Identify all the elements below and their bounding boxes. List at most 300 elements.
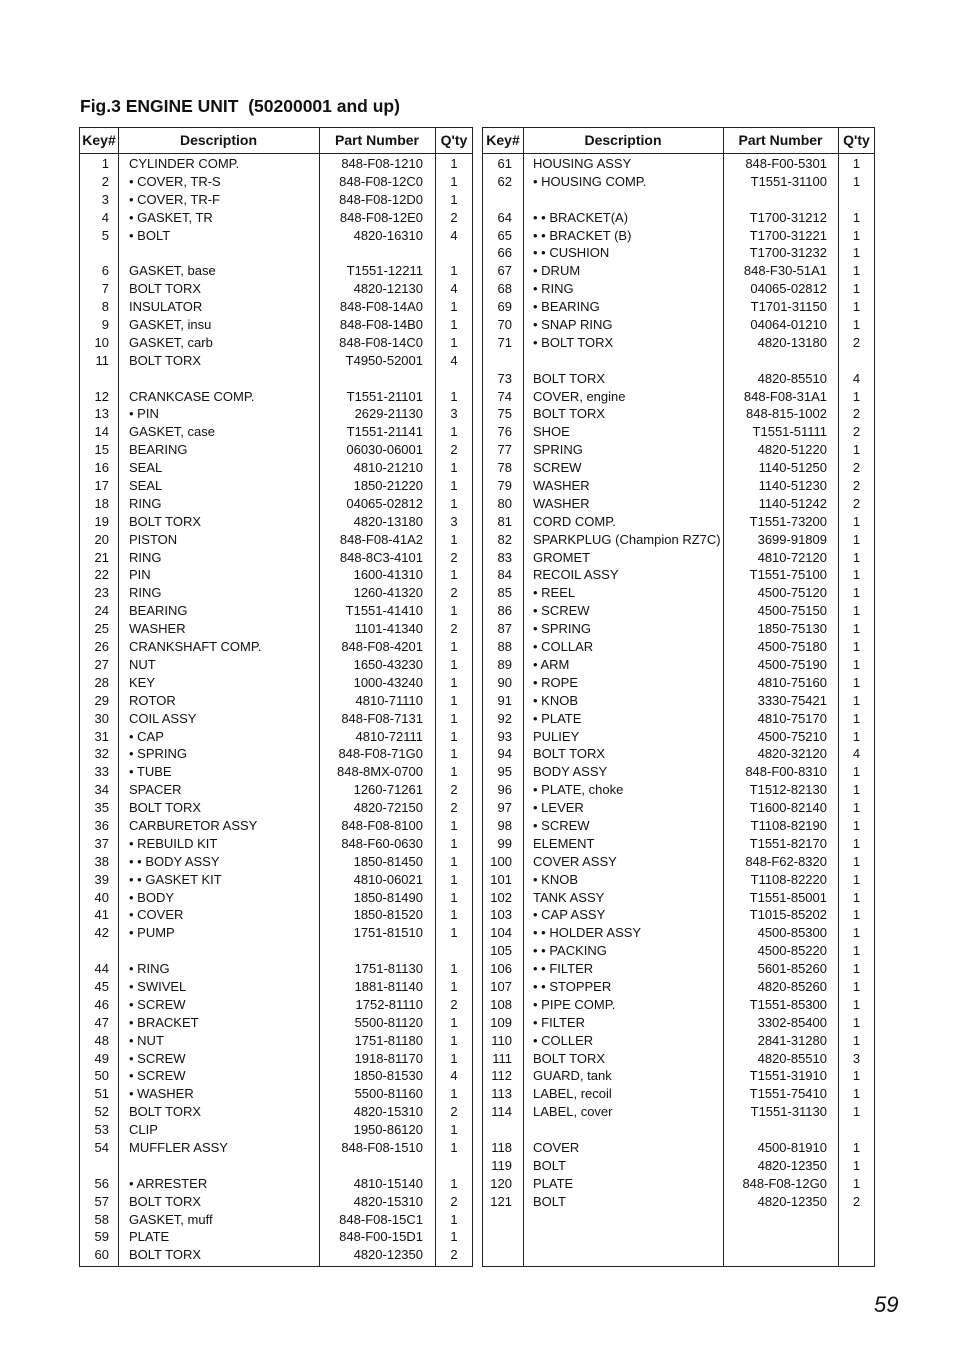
description-cell: • ARM [533,656,570,672]
table-row [483,1193,874,1211]
part-number-cell: 848-F08-12E0 [339,209,423,225]
part-number-cell: 5601-85260 [757,961,827,977]
key-cell: 112 [491,1068,512,1084]
key-cell: 59 [94,1229,109,1245]
table-row [483,1121,874,1139]
table-row [483,405,874,423]
table-row [483,227,874,245]
description-cell: RING [129,495,162,511]
qty-cell: 1 [450,263,458,279]
table-row [80,495,472,513]
description-cell: • • CUSHION [533,245,610,261]
description-cell: • ARRESTER [129,1175,208,1191]
qty-cell: 1 [852,299,861,315]
part-number-cell: T1701-31150 [750,299,827,315]
table-row [80,602,472,620]
part-number-cell: 5500-81160 [354,1086,423,1102]
part-number-cell: T1551-85300 [749,996,827,1012]
description-cell: MUFFLER ASSY [129,1139,228,1155]
table-row [80,960,472,978]
part-number-cell: 1751-81130 [354,961,423,977]
key-cell: 1 [101,156,109,171]
description-cell: • • STOPPER [533,978,612,994]
part-number-cell: 4820-12130 [353,281,423,297]
table-row [80,1246,472,1264]
key-cell: 67 [497,263,512,279]
qty-cell: 1 [450,478,458,494]
qty-cell: 1 [852,567,861,583]
key-cell: 85 [497,585,512,601]
qty-cell: 1 [852,227,861,243]
key-cell: 73 [497,370,512,386]
table-row [483,656,874,674]
description-cell: • KNOB [533,871,579,887]
table-row [80,656,472,674]
description-cell: SPACER [129,782,182,798]
part-number-cell: T1551-21101 [346,388,423,404]
qty-cell: 1 [852,209,861,225]
key-cell: 84 [497,567,512,583]
header-qty: Q'ty [440,132,468,148]
qty-cell: 1 [450,1139,458,1155]
part-number-cell: 4820-51220 [757,442,827,458]
part-number-cell: 4820-12350 [757,1193,827,1209]
header-description: Description [179,132,257,148]
part-number-cell: 1650-43230 [353,656,423,672]
table-row [483,1157,874,1175]
qty-cell: 1 [852,1139,861,1155]
key-cell: 81 [497,513,512,529]
table-row [80,262,472,280]
qty-cell: 2 [450,442,458,458]
description-cell: CYLINDER COMP. [129,156,240,171]
description-cell: BOLT TORX [129,1193,202,1209]
key-cell: 114 [491,1104,512,1120]
table-body [483,155,874,1211]
key-cell: 22 [94,567,109,583]
table-row [483,584,874,602]
qty-cell: 1 [852,388,861,404]
description-cell: • BOLT TORX [533,334,614,350]
part-number-cell: 4500-75210 [757,728,827,744]
qty-cell: 1 [450,728,458,744]
description-cell: • • HOLDER ASSY [533,925,642,941]
table-row [80,781,472,799]
description-cell: GUARD, tank [533,1068,612,1084]
qty-cell: 1 [852,621,861,637]
description-cell: SHOE [533,424,570,440]
key-cell: 109 [490,1014,512,1030]
key-cell: 92 [497,710,512,726]
table-row [80,745,472,763]
part-number-cell: 1140-51230 [758,478,827,494]
key-cell: 30 [94,710,109,726]
table-body [80,155,472,1264]
part-number-cell: 848-F08-8100 [341,817,423,833]
part-number-cell: 848-F00-5301 [745,156,827,171]
qty-cell: 1 [450,1122,458,1138]
key-cell: 3 [101,191,109,207]
part-number-cell: 1140-51250 [758,460,827,476]
part-number-cell: T1551-31910 [749,1068,827,1084]
table-row [483,441,874,459]
qty-cell: 1 [450,871,458,887]
table-row [80,280,472,298]
description-cell: • WASHER [129,1086,194,1102]
table-row [80,799,472,817]
table-row [483,173,874,191]
qty-cell: 1 [450,1086,458,1102]
qty-cell: 1 [852,656,861,672]
key-cell: 10 [94,334,109,350]
key-cell: 76 [497,424,512,440]
table-row [483,853,874,871]
qty-cell: 1 [852,639,861,655]
qty-cell: 1 [450,1032,458,1048]
table-row [80,441,472,459]
table-row [80,334,472,352]
part-number-cell: 4500-75190 [757,656,827,672]
table-row [483,906,874,924]
key-cell: 98 [497,817,512,833]
description-cell: CRANKCASE COMP. [129,388,255,404]
part-number-cell: 848-F00-15D1 [339,1229,423,1245]
part-number-cell: T1700-31212 [749,209,827,225]
key-cell: 56 [94,1175,109,1191]
part-number-cell: 848-F08-12D0 [339,191,423,207]
qty-cell: 1 [852,835,861,851]
qty-cell: 1 [450,191,458,207]
table-row [483,710,874,728]
key-cell: 93 [497,728,512,744]
qty-cell: 1 [852,317,861,333]
table-row [80,316,472,334]
part-number-cell: 848-F62-8320 [745,853,827,869]
header-key: Key# [486,132,520,148]
part-number-cell: 848-F08-31A1 [743,388,827,404]
description-cell: BOLT TORX [533,746,606,762]
description-cell: COVER, engine [533,388,626,404]
part-number-cell: T1700-31232 [749,245,827,261]
qty-cell: 2 [450,585,458,601]
description-cell: PLATE [533,1175,574,1191]
part-number-cell: 848-F08-7131 [341,710,423,726]
part-number-cell: 3302-85400 [757,1014,827,1030]
qty-cell: 1 [450,460,458,476]
part-number-cell: 848-F08-14B0 [339,317,423,333]
table-row [483,477,874,495]
key-cell: 36 [94,817,109,833]
table-row [483,1067,874,1085]
table-row [483,262,874,280]
part-number-cell: T1600-82140 [749,800,827,816]
table-row [483,513,874,531]
qty-cell: 1 [852,1068,861,1084]
description-cell: CRANKSHAFT COMP. [129,639,262,655]
description-cell: • • GASKET KIT [129,871,222,887]
table-row [80,477,472,495]
part-number-cell: 848-F08-1510 [341,1139,423,1155]
part-number-cell: 848-F08-12G0 [742,1175,827,1191]
description-cell: • PLATE [533,710,582,726]
qty-cell: 1 [450,1211,458,1227]
description-cell: • FILTER [533,1014,585,1030]
qty-cell: 1 [852,1175,861,1191]
table-row [80,584,472,602]
part-number-cell: 1260-71261 [353,782,423,798]
part-number-cell: 4820-12350 [757,1157,827,1173]
qty-cell: 1 [852,871,861,887]
table-row [80,531,472,549]
part-number-cell: 848-F08-15C1 [339,1211,423,1227]
table-row [483,423,874,441]
part-number-cell: 4820-13180 [757,334,827,350]
key-cell: 108 [490,996,512,1012]
table-row [483,298,874,316]
description-cell: • HOUSING COMP. [533,173,647,189]
part-number-cell: 3330-75421 [757,692,827,708]
qty-cell: 1 [450,961,458,977]
description-cell: SEAL [129,460,163,476]
part-number-cell: 4820-12350 [353,1247,423,1263]
part-number-cell: T1512-82130 [749,782,827,798]
table-row [483,531,874,549]
description-cell: BOLT TORX [533,406,606,422]
table-row [483,244,874,262]
part-number-cell: 848-F08-41A2 [339,531,423,547]
table-row [483,352,874,370]
table-row [483,638,874,656]
description-cell: GASKET, case [129,424,215,440]
qty-cell: 2 [450,996,458,1012]
part-number-cell: 4500-81910 [757,1139,827,1155]
part-number-cell: T1551-31100 [750,173,827,189]
key-cell: 96 [497,782,512,798]
key-cell: 20 [94,531,109,547]
key-cell: 54 [94,1139,109,1155]
part-number-cell: 4500-85300 [757,925,827,941]
description-cell: BOLT TORX [129,800,202,816]
qty-cell: 1 [450,317,458,333]
part-number-cell: T1551-85001 [749,889,827,905]
table-row [483,960,874,978]
key-cell: 7 [101,281,109,297]
key-cell: 88 [497,639,512,655]
table-row [483,817,874,835]
qty-cell: 3 [450,513,458,529]
qty-cell: 1 [852,925,861,941]
qty-cell: 1 [852,1014,861,1030]
qty-cell: 2 [450,1104,458,1120]
table-row [80,173,472,191]
qty-cell: 1 [852,549,861,565]
part-number-cell: 848-8C3-4101 [339,549,423,565]
qty-cell: 1 [852,692,861,708]
part-number-cell: 4820-15310 [353,1193,423,1209]
description-cell: INSULATOR [129,299,203,315]
qty-cell: 1 [450,603,458,619]
qty-cell: 1 [852,817,861,833]
table-row [80,1103,472,1121]
table-row [80,674,472,692]
description-cell: • SCREW [533,817,590,833]
table-row [483,388,874,406]
part-number-cell: 5500-81120 [354,1014,423,1030]
part-number-cell: 2841-31280 [757,1032,827,1048]
description-cell: • DRUM [533,263,581,279]
table-row [80,889,472,907]
part-number-cell: 1751-81510 [353,925,423,941]
part-number-cell: 1600-41310 [353,567,423,583]
key-cell: 2 [101,173,109,189]
qty-cell: 2 [450,1247,458,1263]
part-number-cell: 1850-75130 [757,621,827,637]
key-cell: 105 [490,943,512,959]
qty-cell: 1 [450,746,458,762]
part-number-cell: 848-F08-1210 [341,156,423,171]
qty-cell: 1 [450,978,458,994]
qty-cell: 1 [450,656,458,672]
table-row [80,1067,472,1085]
part-number-cell: 4810-21210 [353,460,423,476]
table-row [80,638,472,656]
part-number-cell: 4820-85510 [757,1050,827,1066]
qty-cell: 1 [450,388,458,404]
part-number-cell: 4820-16310 [353,227,423,243]
part-number-cell: 4820-85510 [757,370,827,386]
qty-cell: 4 [450,1068,458,1084]
description-cell: CLIP [129,1122,158,1138]
part-number-cell: T1551-31130 [750,1104,827,1120]
key-cell: 26 [94,639,109,655]
key-cell: 16 [94,460,109,476]
figure-title: Fig.3 ENGINE UNIT (50200001 and up) [80,96,400,116]
qty-cell: 1 [852,907,861,923]
description-cell: • • PACKING [533,943,607,959]
qty-cell: 1 [852,674,861,690]
part-number-cell: 848-815-1002 [746,406,827,422]
key-cell: 95 [497,764,512,780]
part-number-cell: 1752-81110 [355,996,423,1012]
key-cell: 61 [497,156,512,171]
qty-cell: 1 [852,263,861,279]
qty-cell: 1 [852,800,861,816]
description-cell: COIL ASSY [129,710,197,726]
description-cell: • • BRACKET(A) [533,209,629,225]
part-number-cell: 4810-71110 [355,692,423,708]
table-row [80,227,472,245]
description-cell: RING [129,585,162,601]
qty-cell: 1 [450,424,458,440]
key-cell: 45 [94,978,109,994]
description-cell: BOLT TORX [129,513,202,529]
description-cell: • SCREW [129,1068,186,1084]
key-cell: 17 [94,478,109,494]
part-number-cell: 4810-72111 [355,728,423,744]
description-cell: PULIEY [533,728,580,744]
key-cell: 103 [490,907,512,923]
table-row [80,1014,472,1032]
key-cell: 4 [101,209,109,225]
qty-cell: 3 [450,406,458,422]
key-cell: 121 [490,1193,512,1209]
parts-table-left [79,127,473,1267]
key-cell: 120 [490,1175,512,1191]
key-cell: 101 [490,871,512,887]
qty-cell: 1 [450,889,458,905]
qty-cell: 2 [852,460,861,476]
description-cell: NUT [129,656,156,672]
description-cell: • COVER, TR-F [129,191,220,207]
table-row [483,1085,874,1103]
part-number-cell: 4500-85220 [757,943,827,959]
description-cell: • • BODY ASSY [129,853,220,869]
description-cell: COVER ASSY [533,853,617,869]
qty-cell: 4 [450,352,458,368]
part-number-cell: T1551-73200 [749,513,827,529]
table-row [80,906,472,924]
table-row [80,1211,472,1229]
part-number-cell: 848-F30-51A1 [743,263,827,279]
key-cell: 99 [497,835,512,851]
part-number-cell: T1015-85202 [749,907,827,923]
qty-cell: 1 [450,1175,458,1191]
qty-cell: 1 [852,442,861,458]
part-number-cell: 848-F08-12C0 [339,173,423,189]
qty-cell: 4 [852,746,861,762]
qty-cell: 2 [450,800,458,816]
part-number-cell: 848-F60-0630 [341,835,423,851]
description-cell: GASKET, base [129,263,216,279]
qty-cell: 1 [852,281,861,297]
part-number-cell: 3699-91809 [757,531,827,547]
part-number-cell: T1551-51111 [752,424,827,440]
qty-cell: 1 [450,156,458,171]
key-cell: 29 [94,692,109,708]
part-number-cell: 848-F08-14C0 [339,334,423,350]
table-row [483,316,874,334]
key-cell: 18 [94,495,109,511]
part-number-cell: 4810-15140 [353,1175,423,1191]
table-row [80,1032,472,1050]
part-number-cell: 4820-32120 [757,746,827,762]
part-number-cell: 1101-41340 [354,621,423,637]
qty-cell: 1 [450,1050,458,1066]
part-number-cell: T4950-52001 [345,352,423,368]
table-row [80,352,472,370]
part-number-cell: 04064-01210 [750,317,827,333]
qty-cell: 1 [852,889,861,905]
description-cell: CARBURETOR ASSY [129,817,258,833]
key-cell: 15 [94,442,109,458]
key-cell: 33 [94,764,109,780]
description-cell: RECOIL ASSY [533,567,619,583]
qty-cell: 1 [450,710,458,726]
table-row [483,942,874,960]
key-cell: 78 [497,460,512,476]
table-row [483,370,874,388]
table-row [483,602,874,620]
description-cell: LABEL, cover [533,1104,613,1120]
description-cell: • LEVER [533,800,584,816]
table-row [483,549,874,567]
part-number-cell: 4810-06021 [353,871,423,887]
table-row [80,620,472,638]
key-cell: 113 [491,1086,512,1102]
key-cell: 39 [94,871,109,887]
description-cell: • PIPE COMP. [533,996,616,1012]
description-cell: • SPRING [129,746,188,762]
